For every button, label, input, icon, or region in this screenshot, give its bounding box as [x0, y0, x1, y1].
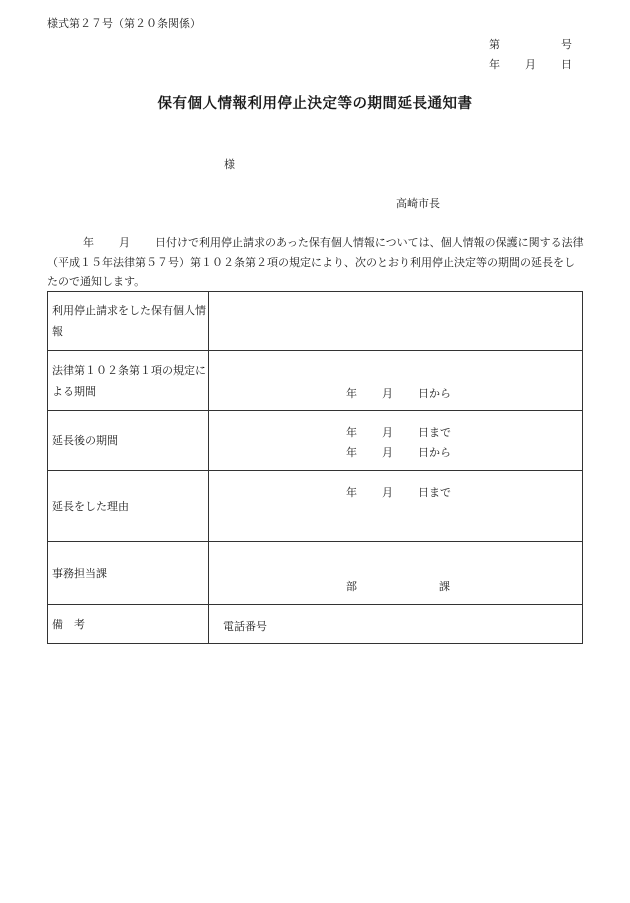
row-label-extended-period: 延長後の期間: [48, 411, 209, 471]
document-number-prefix: 第: [489, 38, 500, 51]
document-number-suffix: 号: [561, 38, 572, 51]
table-row: [48, 351, 583, 411]
requested-info-value: [209, 292, 583, 351]
form-number-label: 様式第２７号（第２０条関係）: [47, 17, 201, 30]
row-label-reason: 延長をした理由: [48, 471, 209, 542]
body-text: 日付けで利用停止請求のあった保有個人情報については、個人情報の保護に関する法律（平成１５年法律第５７号）第１０２条第２項の規定により、次のとおり利用停止決定等の期間の延長をしたので通知します。: [47, 236, 584, 288]
row-label-remarks: 備 考: [48, 605, 209, 644]
sender-name: 高崎市長: [396, 197, 440, 210]
department-ka-label: 課: [439, 580, 450, 593]
date-month-label: 月: [525, 58, 536, 71]
row-label-statutory-period: 法律第１０２条第１項の規定による期間: [48, 351, 209, 411]
department-value: [209, 542, 583, 633]
date-year-label: 年: [489, 58, 500, 71]
table-row: [48, 292, 583, 351]
notice-table: [47, 291, 583, 644]
row-label-department: 事務担当課: [48, 542, 209, 605]
table-row: [48, 411, 583, 471]
extended-period-value: 年 月 日から 年 月 日まで: [209, 411, 583, 471]
date-day-label: 日: [561, 58, 572, 71]
table-row: [48, 471, 583, 542]
table-row: [48, 605, 583, 644]
row-label-requested-info: 利用停止請求をした保有個人情報: [48, 292, 209, 351]
notice-body: [47, 233, 585, 292]
department-bu-label: 部: [346, 580, 357, 593]
reason-value: [209, 471, 583, 542]
table-row: [48, 542, 583, 605]
recipient-honorific: 様: [224, 158, 235, 171]
document-title: 保有個人情報利用停止決定等の期間延長通知書: [157, 95, 473, 112]
phone-number-label: 電話番号: [223, 620, 267, 633]
body-month-label: 月: [119, 236, 130, 249]
statutory-period-value: 年 月 日から 年 月 日まで: [209, 351, 583, 411]
body-year-label: 年: [83, 236, 94, 249]
